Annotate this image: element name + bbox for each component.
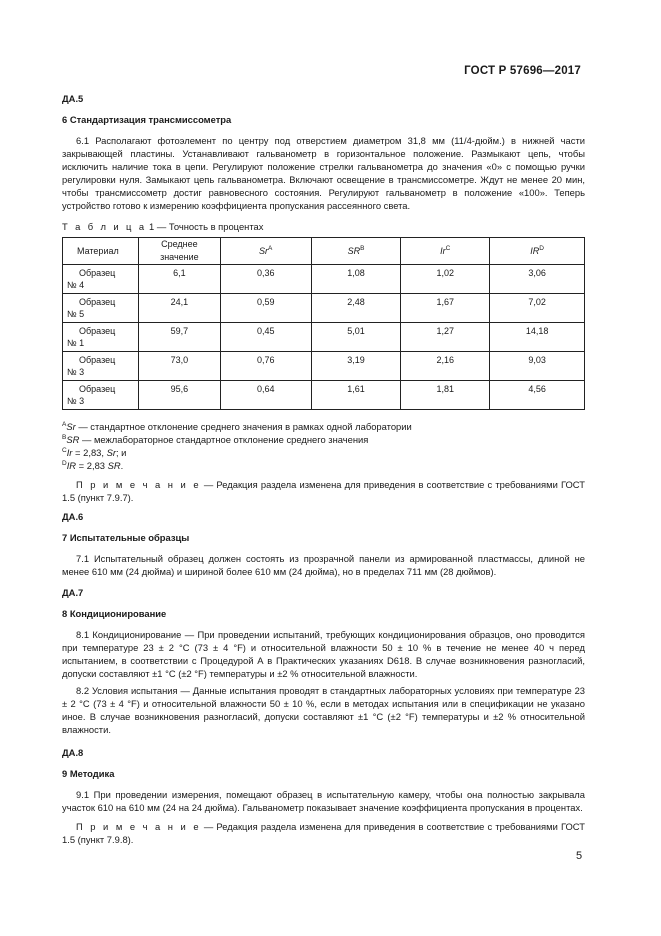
footnote-a: $^A$Sr — стандартное отклонение среднего значения в рамках одной лаборатории (62, 421, 412, 432)
footnote-c: $^C$Ir = 2,83, Sr; и (62, 447, 127, 458)
section-8-title: 8 Кондиционирование (62, 608, 167, 619)
header-IR: $IR^D$ (490, 238, 585, 265)
cell-material: Образец № 3 (63, 381, 139, 410)
cell-IR: 3,06 (490, 265, 585, 294)
page-content (62, 92, 585, 846)
cell-sr: 0,64 (220, 381, 311, 410)
cell-material: Образец № 1 (63, 323, 139, 352)
cell-mean: 95,6 (138, 381, 220, 410)
cell-IR: 9,03 (490, 352, 585, 381)
cell-SR: 5,01 (311, 323, 401, 352)
table-caption-prefix: Т а б л и ц а (62, 221, 147, 232)
table-row (63, 294, 585, 323)
cell-mean: 59,7 (138, 323, 220, 352)
annex-label-da6: ДА.6 (62, 511, 84, 522)
footnote-d: $^D$IR = 2,83 SR. (62, 460, 124, 471)
cell-material: Образец № 3 (63, 352, 139, 381)
cell-material: Образец № 4 (63, 265, 139, 294)
paragraph-8-1: 8.1 Кондиционирование — При проведении испытаний, требующих кондиционирования образцов, оно проводится при температуре 23 ± 2 °С (73 ± 4 °F) и относительной влажности 50 ± 10 % в течение не менее 40 ч перед испытанием, в соответствии с Процедурой А в Практических указаниях D618. В случае возникновения разногласий, допуски составляют ±1 °С (±2 °F) температуры и ±2 % относительной влажности. (62, 629, 585, 679)
table-row (63, 323, 585, 352)
cell-sr: 0,36 (220, 265, 311, 294)
note-7-9-7: П р и м е ч а н и е — Редакция раздела изменена для приведения в соответствие с требованиями ГОСТ 1.5 (пункт 7.9.7). (62, 479, 585, 503)
cell-SR: 3,19 (311, 352, 401, 381)
table-header-row (63, 238, 585, 265)
table-row (63, 381, 585, 410)
table-row (63, 265, 585, 294)
cell-SR: 1,61 (311, 381, 401, 410)
cell-ir: 1,02 (401, 265, 490, 294)
cell-SR: 1,08 (311, 265, 401, 294)
cell-IR: 4,56 (490, 381, 585, 410)
header-ir: $Ir^C$ (401, 238, 490, 265)
cell-material: Образец № 5 (63, 294, 139, 323)
table-caption (62, 220, 585, 233)
paragraph-8-2: 8.2 Условия испытания — Данные испытания проводят в стандартных лабораторных условиях при температуре 23 ± 2 °С (73 ± 4 °F) и относительной влажности 50 ± 10 %, если в методах испытания или в спецификации не указано иное. В случае возникновения разногласий, допуски составляют ±1 °С (±2 °F) температуры и ±2 % относительной влажности. (62, 685, 585, 735)
paragraph-6-1: 6.1 Располагают фотоэлемент по центру под отверстием диаметром 31,8 мм (11/4-дюйм.) в нижней части закрывающей пластины. Устанавливают гальванометр в горизонтальное положение. Размыкают цепь, чтобы исключить наличие тока в цепи. Регулируют положение стрелки гальванометра до значения «0» с помощью ручки регулировки нуля. Замыкают цепь гальванометра. Включают освещение в трансмиссометре. Ждут не менее 20 мин, чтобы трансмиссометр достиг равновесного состояния. Регулируют гальванометр в положение «100». Теперь устройство готово к измерению коэффициента пропускания рассеянного света. (62, 135, 585, 211)
header-mean: Среднее значение (138, 238, 220, 265)
cell-mean: 73,0 (138, 352, 220, 381)
cell-sr: 0,59 (220, 294, 311, 323)
cell-mean: 24,1 (138, 294, 220, 323)
table-caption-text: 1 — Точность в процентах (146, 221, 264, 232)
annex-label-da8: ДА.8 (62, 747, 84, 758)
page-number: 5 (576, 850, 583, 862)
cell-ir: 1,27 (401, 323, 490, 352)
footnote-b: $^B$SR — межлабораторное стандартное отклонение среднего значения (62, 434, 369, 445)
cell-IR: 7,02 (490, 294, 585, 323)
section-6-title: 6 Стандартизация трансмиссометра (62, 114, 232, 125)
section-9-title: 9 Методика (62, 768, 115, 779)
cell-sr: 0,76 (220, 352, 311, 381)
cell-sr: 0,45 (220, 323, 311, 352)
cell-ir: 1,81 (401, 381, 490, 410)
header-sr: $Sr^A$ (220, 238, 311, 265)
cell-SR: 2,48 (311, 294, 401, 323)
document-id: ГОСТ Р 57696—2017 (464, 65, 581, 77)
paragraph-9-1: 9.1 При проведении измерения, помещают образец в испытательную камеру, чтобы она полностью закрывала участок 610 на 610 мм (24 на 24 дюйма). Гальванометр показывает значение коэффициента пропускания в процентах. (62, 789, 585, 813)
annex-label-da5: ДА.5 (62, 93, 84, 104)
header-SR: $SR^B$ (311, 238, 401, 265)
section-7-title: 7 Испытательные образцы (62, 532, 190, 543)
paragraph-7-1: 7.1 Испытательный образец должен состоять из прозрачной панели из армированной пластмассы, длиной не менее 610 мм (24 дюйма) и шириной более 610 мм (24 дюйма), но в пределах 711 мм (28 дюймов). (62, 553, 585, 577)
header-material: Материал (63, 238, 139, 265)
note-7-9-8: П р и м е ч а н и е — Редакция раздела изменена для приведения в соответствие с требованиями ГОСТ 1.5 (пункт 7.9.8). (62, 821, 585, 845)
annex-label-da7: ДА.7 (62, 587, 84, 598)
precision-table (62, 237, 585, 410)
table-row (63, 352, 585, 381)
cell-IR: 14,18 (490, 323, 585, 352)
cell-mean: 6,1 (138, 265, 220, 294)
cell-ir: 1,67 (401, 294, 490, 323)
cell-ir: 2,16 (401, 352, 490, 381)
